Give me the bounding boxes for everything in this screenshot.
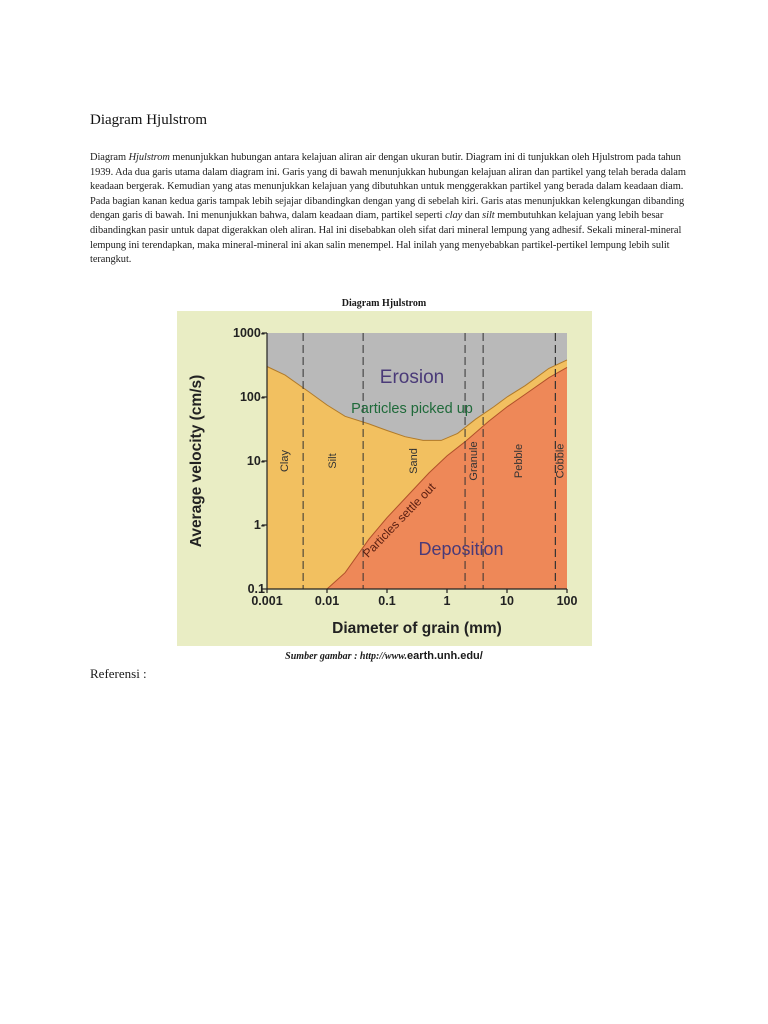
chart-svg xyxy=(177,311,592,646)
x-tick-label: 1 xyxy=(443,594,451,608)
x-tick-label: 0.001 xyxy=(251,594,283,608)
x-axis-title: Diameter of grain (mm) xyxy=(332,620,502,637)
grain-class-label: Cobble xyxy=(554,443,567,479)
x-tick-label: 0.01 xyxy=(314,594,340,608)
body-text xyxy=(90,151,690,268)
emphasis-clay: clay xyxy=(445,210,463,222)
references-label: Referensi : xyxy=(90,666,147,681)
grain-class-label: Sand xyxy=(407,448,420,474)
x-tick-label: 10 xyxy=(500,594,514,608)
deposition-label: Deposition xyxy=(418,539,504,559)
image-source[interactable]: Sumber gambar : http://www.earth.unh.edu/ xyxy=(285,650,483,662)
figure-caption: Diagram Hjulstrom xyxy=(341,298,427,309)
paragraph-2: Pada bagian kanan kedua garis tampak lebih sejajar dibandingkan dengan yang di sebelah kiri. Garis atas menunjukkan kelengkungan dibanding dengan garis di bawah. Ini menunjukkan bahwa, dalam keadaan diam, partikel seperti clay dan silt membutuhkan kelajuan yang lebih besar dibandingkan pasir untuk dapat digerakkan oleh aliran. Hal ini disebabkan oleh sifat dari mineral lempung yang adhesif. Sekali mineral-mineral lempung ini terendapkan, maka mineral-mineral ini akan salin menempel. Hal inilah yang menyebabkan partikel-pertikel lempung lebih sulit terangkut. xyxy=(90,195,685,266)
paragraph-1: Diagram Hjulstrom menunjukkan hubungan antara kelajuan aliran air dengan ukuran butir. Diagram ini di tunjukkan oleh Hjulstrom pada tahun 1939. Ada dua garis utama dalam diagram ini. Garis yang di bawah menunjukkan hubungan kelajuan aliran dan partikel yang telah berada dalam keadaan bergerak. Kemudian yang atas menunjukkan kelajuan yang dibutuhkan untuk menggerakkan partikel yang berada dalam keadaan diam. xyxy=(90,152,686,193)
pickup-label: Particles picked up xyxy=(351,401,473,417)
grain-class-label: Pebble xyxy=(513,443,526,479)
grain-class-label: Clay xyxy=(278,449,291,473)
y-tick-label: 10- xyxy=(246,454,265,468)
x-tick-label: 0.1 xyxy=(378,594,396,608)
emphasis-silt: silt xyxy=(482,210,495,222)
y-tick-label: 0.1 xyxy=(247,582,265,596)
x-tick-label: 100 xyxy=(556,594,578,608)
grain-class-label: Granule xyxy=(467,441,480,481)
y-tick-label: 100- xyxy=(239,390,265,404)
y-axis-title: Average velocity (cm/s) xyxy=(188,374,205,548)
page-title: Diagram Hjulstrom xyxy=(90,112,208,128)
emphasis-hjulstrom: Hjulstrom xyxy=(128,152,170,163)
y-tick-label: 1000- xyxy=(233,326,265,340)
y-tick-label: 1- xyxy=(253,518,265,532)
erosion-label: Erosion xyxy=(379,367,445,388)
settle-label: Particles settle out xyxy=(360,480,439,561)
grain-class-label: Silt xyxy=(327,453,340,469)
hjulstrom-diagram xyxy=(177,311,592,646)
